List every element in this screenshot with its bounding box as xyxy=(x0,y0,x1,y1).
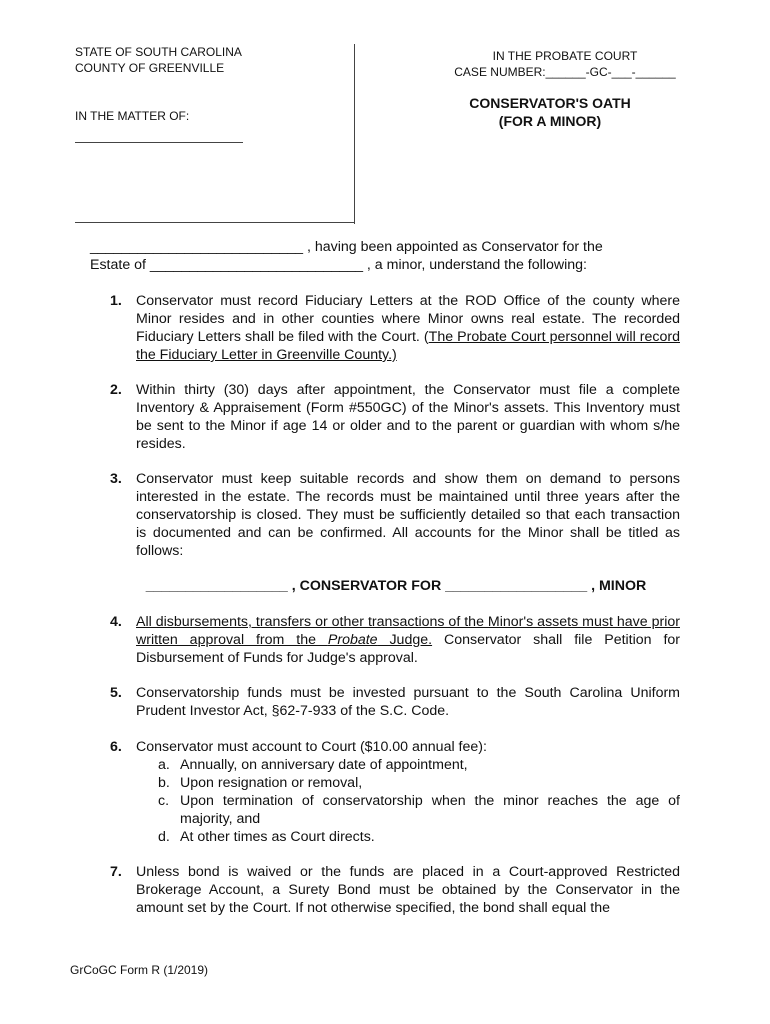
sublist-item: c. Upon termination of conservatorship when the minor reaches the age of majority, and xyxy=(158,793,680,827)
list-item-5 xyxy=(110,684,680,720)
account-title-line: __________________ , CONSERVATOR FOR __________________ , MINOR xyxy=(145,578,647,594)
state-heading: STATE OF SOUTH CAROLINA xyxy=(75,45,242,59)
sublist-item: b. Upon resignation or removal, xyxy=(158,775,363,791)
matter-label: IN THE MATTER OF: xyxy=(75,109,190,123)
caption-divider-horizontal xyxy=(75,222,355,223)
intro-line-1: ___________________________ , having been appointed as Conservator for the xyxy=(90,239,603,255)
sublist-item: d. At other times as Court directs. xyxy=(158,829,375,845)
item-text: Conservator must account to Court ($10.00 annual fee): xyxy=(136,739,487,755)
item-number: 7. xyxy=(110,864,122,880)
item-number: 4. xyxy=(110,614,122,630)
item-number: 1. xyxy=(110,293,122,309)
item-text: All disbursements, transfers or other transactions of the Minor's assets must have prior written approval from the Probate Judge. Conservator shall file Petition for Disbursement of Funds for Judge's approval. xyxy=(136,614,680,666)
item-text: Conservatorship funds must be invested pursuant to the South Carolina Uniform Prudent Investor Act, §62-7-933 of the S.C. Code. xyxy=(136,685,680,719)
item-text: Unless bond is waived or the funds are placed in a Court-approved Restricted Brokerage Account, a Surety Bond must be obtained by the Conservator in the amount set by the Court. If not otherwise specified, the bond shall equal the xyxy=(136,864,680,916)
item-number: 5. xyxy=(110,685,122,701)
intro-line-2: Estate of ___________________________ , a minor, understand the following: xyxy=(90,257,587,273)
court-heading: IN THE PROBATE COURT xyxy=(492,49,638,63)
caption-divider-vertical xyxy=(354,44,355,224)
list-item-4 xyxy=(110,613,680,667)
sublist-item: a. Annually, on anniversary date of appointment, xyxy=(158,757,468,773)
list-item-6 xyxy=(110,738,680,756)
matter-name-line xyxy=(75,142,243,143)
item-text: Conservator must keep suitable records and show them on demand to persons interested in the estate. The records must be maintained until three years after the conservatorship is closed. They must be sufficiently detailed so that each transaction is documented and can be confirmed. All accounts for the Minor shall be titled as follows: xyxy=(136,471,680,559)
case-number: CASE NUMBER:______-GC-___-______ xyxy=(454,65,676,79)
form-id-footer: GrCoGC Form R (1/2019) xyxy=(70,963,209,977)
list-item-7 xyxy=(110,863,680,917)
list-item-1 xyxy=(110,292,680,364)
list-item-2 xyxy=(110,381,680,453)
item-text: Within thirty (30) days after appointment, the Conservator must file a complete Inventory & Appraisement (Form #550GC) of the Minor's assets. This Inventory must be sent to the Minor if age 14 or older and to the parent or guardian with whom s/he resides. xyxy=(136,382,680,452)
form-title: CONSERVATOR'S OATH xyxy=(469,95,631,111)
item-number: 2. xyxy=(110,382,122,398)
form-subtitle: (FOR A MINOR) xyxy=(498,113,602,129)
item-number: 3. xyxy=(110,471,122,487)
item-number: 6. xyxy=(110,739,122,755)
county-heading: COUNTY OF GREENVILLE xyxy=(75,61,225,75)
list-item-3 xyxy=(110,470,680,560)
sublist-6 xyxy=(158,756,680,846)
item-text: Conservator must record Fiduciary Letters at the ROD Office of the county where Minor resides and in other counties where Minor owns real estate. The recorded Fiduciary Letters shall be filed with the Court. (The Probate Court personnel will record the Fiduciary Letter in Greenville County.) xyxy=(136,293,680,363)
